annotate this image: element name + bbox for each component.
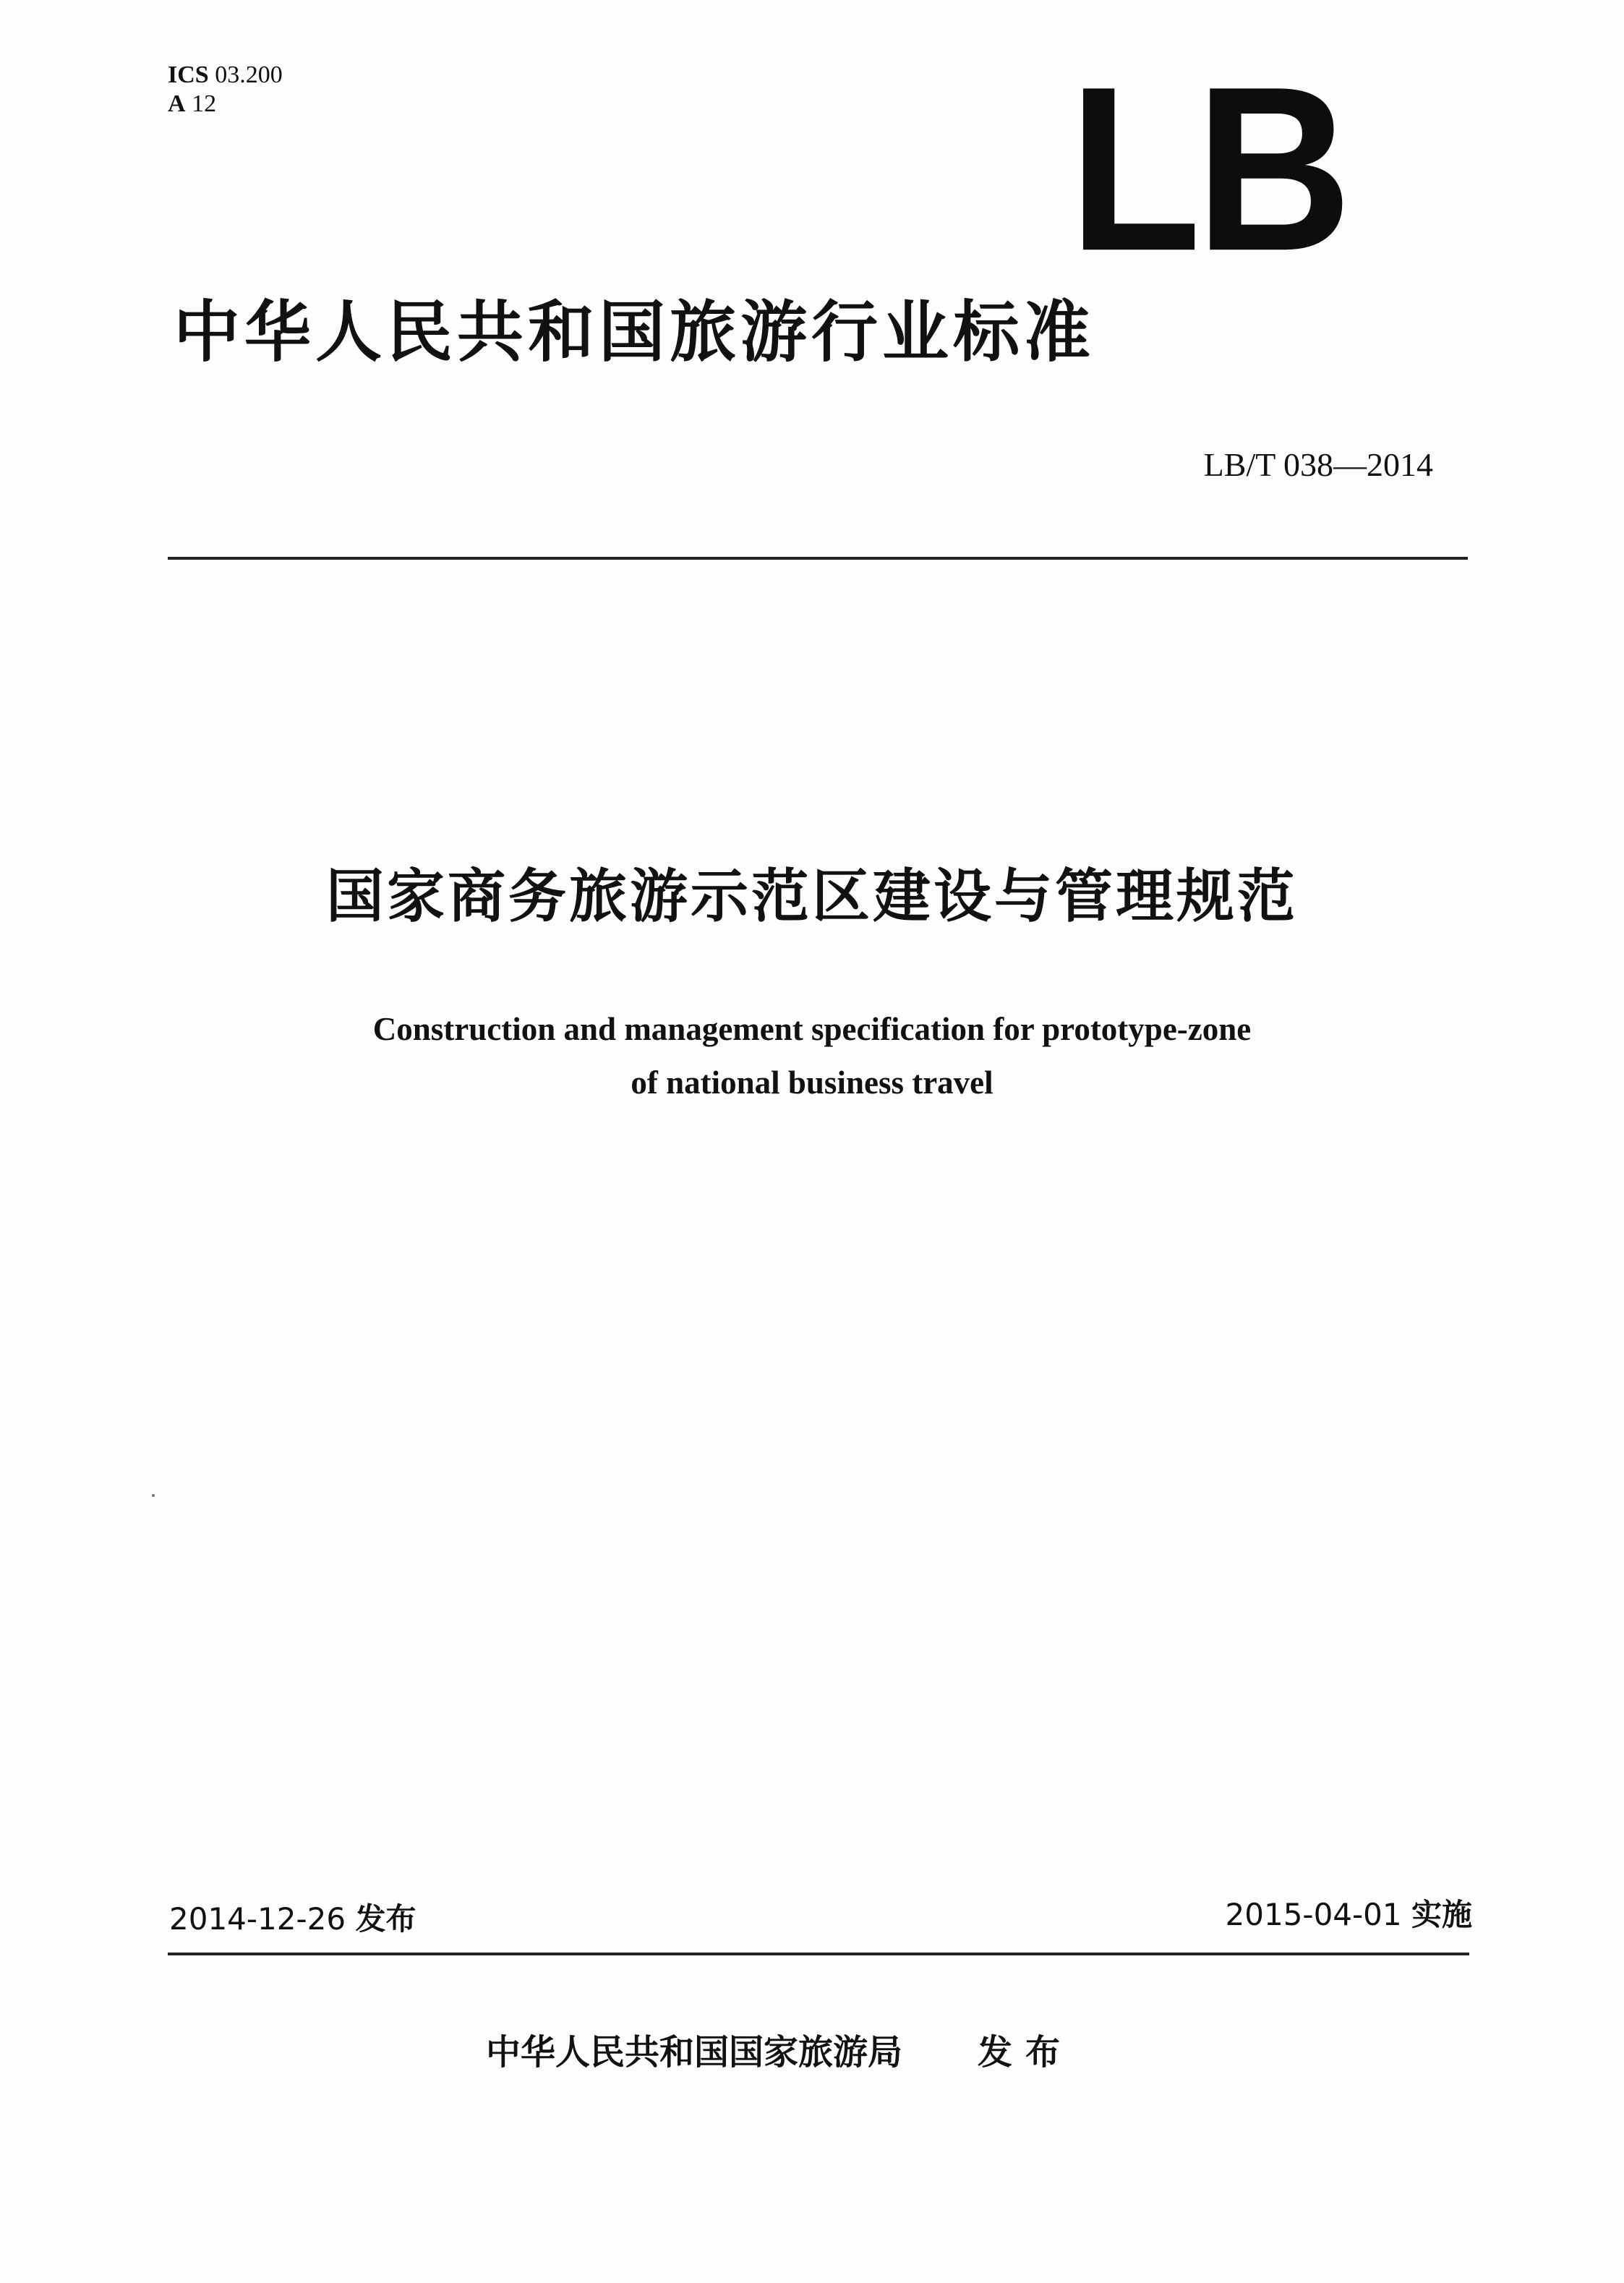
effective-date-label: 实施 — [1411, 1897, 1472, 1932]
publisher-name: 中华人民共和国国家旅游局 — [486, 2032, 903, 2073]
title-english-line-2: of national business travel — [631, 1064, 993, 1101]
publisher-line — [486, 2031, 1073, 2074]
ics-row — [168, 61, 283, 90]
classification-codes — [168, 61, 283, 119]
issue-date-label: 发布 — [355, 1901, 416, 1937]
standard-number: LB/T 038—2014 — [1203, 446, 1433, 483]
ccs-code: 12 — [192, 90, 217, 117]
issue-date-value: 2014-12-26 — [169, 1901, 346, 1937]
effective-date — [1226, 1895, 1472, 1935]
title-chinese: 国家商务旅游示范区建设与管理规范 — [326, 863, 1298, 930]
bottom-divider — [168, 1953, 1469, 1955]
title-english-line-1: Construction and management specification for prototype-zone — [372, 1011, 1252, 1047]
issuer-title: 中华人民共和国旅游行业标准 — [174, 294, 1095, 371]
ccs-row — [168, 90, 283, 119]
title-english — [0, 1002, 1624, 1109]
publisher-action: 发布 — [978, 2032, 1074, 2073]
ics-code: 03.200 — [215, 61, 283, 88]
scan-speck — [152, 1494, 155, 1497]
top-divider — [168, 557, 1468, 560]
lb-standard-logo: LB — [1069, 37, 1346, 300]
ccs-label: A — [168, 90, 186, 117]
effective-date-value: 2015-04-01 — [1225, 1897, 1402, 1932]
ics-label: ICS — [168, 61, 209, 88]
issue-date — [169, 1899, 416, 1940]
